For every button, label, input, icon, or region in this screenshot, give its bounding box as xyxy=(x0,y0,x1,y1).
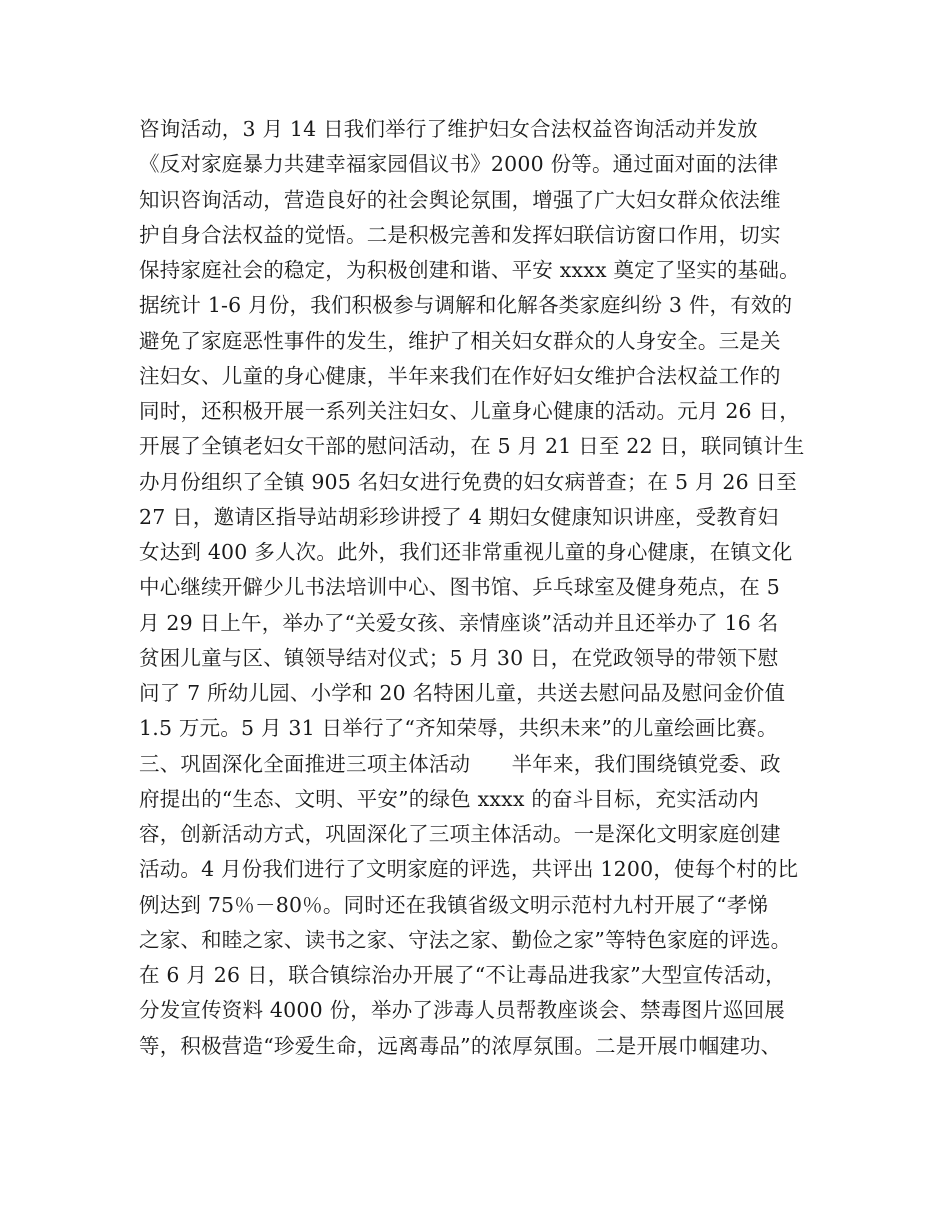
text-line: 1.5 万元。5 月 31 日举行了“齐知荣辱，共织未来”的儿童绘画比赛。 xyxy=(139,716,778,741)
text-line: 在 6 月 26 日，联合镇综治办开展了“不让毒品进我家”大型宣传活动， xyxy=(139,963,786,987)
text-line: 保持家庭社会的稳定，为积极创建和谐、平安 xxxx 奠定了坚实的基础。 xyxy=(139,258,800,282)
text-line: 27 日，邀请区指导站胡彩珍讲授了 4 期妇女健康知识讲座，受教育妇 xyxy=(139,504,779,529)
text-line: 《反对家庭暴力共建幸福家园倡议书》2000 份等。通过面对面的法律 xyxy=(139,152,779,177)
text-line: 容，创新活动方式，巩固深化了三项主体活动。一是深化文明家庭创建 xyxy=(139,822,781,846)
text-line: 之家、和睦之家、读书之家、守法之家、勤俭之家”等特色家庭的评选。 xyxy=(139,927,792,952)
text-line: 同时，还积极开展一系列关注妇女、儿童身心健康的活动。元月 26 日， xyxy=(139,399,800,423)
text-line: 女达到 400 多人次。此外，我们还非常重视儿童的身心健康，在镇文化 xyxy=(139,540,793,564)
text-line: 等，积极营造“珍爱生命，远离毒品”的浓厚氛围。二是开展巾帼建功、 xyxy=(139,1033,782,1058)
body-text xyxy=(139,112,829,1064)
text-line: 据统计 1-6 月份，我们积极参与调解和化解各类家庭纠纷 3 件，有效的 xyxy=(139,293,793,318)
text-line: 活动。4 月份我们进行了文明家庭的评选，共评出 1200，使每个村的比 xyxy=(139,857,799,882)
text-line: 开展了全镇老妇女干部的慰问活动，在 5 月 21 日至 22 日，联同镇计生 xyxy=(139,434,805,459)
text-line: 注妇女、儿童的身心健康，半年来我们在作好妇女维护合法权益工作的 xyxy=(139,363,781,388)
text-line: 贫困儿童与区、镇领导结对仪式；5 月 30 日，在党政领导的带领下慰 xyxy=(139,645,779,670)
text-line: 中心继续开僻少儿书法培训中心、图书馆、乒乓球室及健身苑点，在 5 xyxy=(139,575,780,600)
text-line: 问了 7 所幼儿园、小学和 20 名特困儿童，共送去慰问品及慰问金价值 xyxy=(139,681,786,705)
text-line: 咨询活动，3 月 14 日我们举行了维护妇女合法权益咨询活动并发放 xyxy=(139,117,758,141)
text-line: 例达到 75％－80％。同时还在我镇省级文明示范村九村开展了“孝悌 xyxy=(139,892,769,917)
text-line: 办月份组织了全镇 905 名妇女进行免费的妇女病普查；在 5 月 26 日至 xyxy=(139,469,797,494)
text-line: 府提出的“生态、文明、平安”的绿色 xxxx 的奋斗目标，充实活动内 xyxy=(139,786,760,811)
section-heading-line: 三、巩固深化全面推进三项主体活动 半年来，我们围绕镇党委、政 xyxy=(139,751,781,776)
text-line: 分发宣传资料 4000 份，举办了涉毒人员帮教座谈会、禁毒图片巡回展 xyxy=(139,998,786,1023)
text-line: 避免了家庭恶性事件的发生，维护了相关妇女群众的人身安全。三是关 xyxy=(139,328,781,353)
text-line: 护自身合法权益的觉悟。二是积极完善和发挥妇联信访窗口作用，切实 xyxy=(139,222,781,247)
text-line: 知识咨询活动，营造良好的社会舆论氛围，增强了广大妇女群众依法维 xyxy=(139,187,781,212)
text-line: 月 29 日上午，举办了“关爱女孩、亲情座谈”活动并且还举办了 16 名 xyxy=(139,610,779,635)
